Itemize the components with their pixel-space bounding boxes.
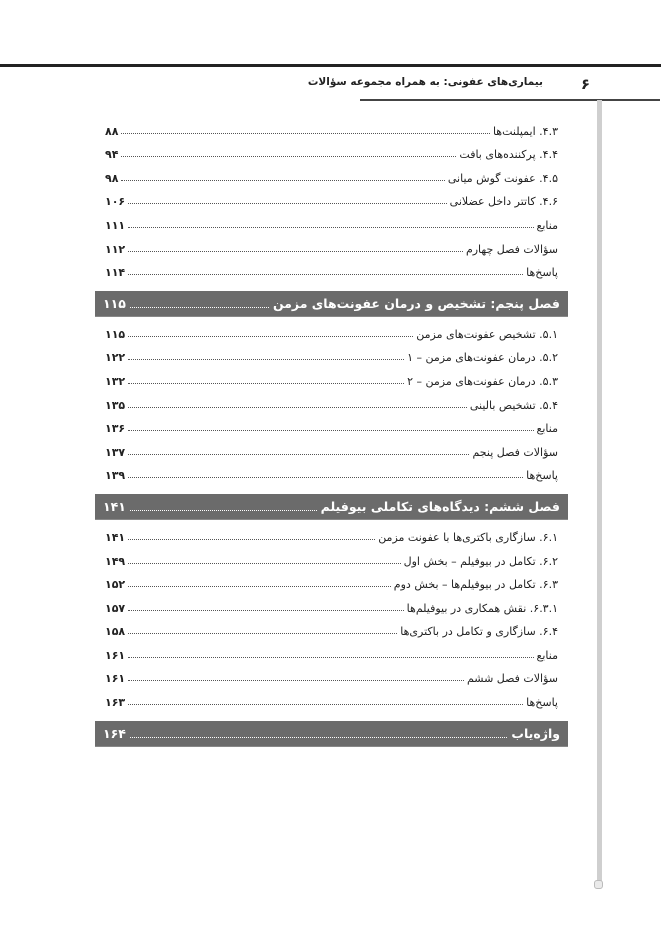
chapter-page: ۱۴۱ <box>103 499 126 515</box>
toc-entry-title: ۴.۳. ایمپلنت‌ها <box>492 124 558 138</box>
dot-leader <box>121 180 444 181</box>
dot-leader <box>130 737 508 738</box>
toc-group-chapter6 <box>95 520 568 715</box>
toc-entry-page: ۱۵۲ <box>105 578 126 592</box>
toc-entry-page: ۱۰۶ <box>105 195 126 209</box>
dot-leader <box>128 454 469 455</box>
toc-entry-title: ۶.۳. تکامل در بیوفیلم‌ها – بخش دوم <box>393 578 558 592</box>
chapter-title: فصل ششم: دیدگاه‌های تکاملی بیوفیلم <box>320 499 560 515</box>
toc-entry-title: ۴.۴. پرکننده‌های بافت <box>459 148 558 162</box>
toc-entry-title: منابع <box>536 422 558 436</box>
glossary-page: ۱۶۴ <box>103 726 126 742</box>
toc-entry-title: ۶.۱. سازگاری باکتری‌ها با عفونت مزمن <box>378 530 558 544</box>
dot-leader <box>128 704 523 705</box>
toc-entry-title: ۴.۶. کاتتر داخل عضلانی <box>449 195 558 209</box>
toc-entry-page: ۱۳۵ <box>105 398 126 412</box>
side-bar <box>597 100 602 885</box>
toc-entry-title: ۶.۴. سازگاری و تکامل در باکتری‌ها <box>400 625 558 639</box>
toc-entry[interactable] <box>95 185 568 209</box>
page-number: ۶ <box>580 75 590 93</box>
toc-group-chapter4 <box>95 114 568 285</box>
glossary-underline <box>95 746 568 747</box>
toc-entry[interactable] <box>95 544 568 568</box>
dot-leader <box>130 307 269 308</box>
toc-entry-page: ۸۸ <box>105 124 119 138</box>
dot-leader <box>128 251 463 252</box>
toc-entry-page: ۱۶۱ <box>105 672 126 686</box>
dot-leader <box>128 383 404 384</box>
dot-leader <box>128 430 533 431</box>
chapter-5-heading[interactable] <box>95 291 568 316</box>
toc-entry-page: ۱۳۹ <box>105 469 126 483</box>
dot-leader <box>128 539 375 540</box>
running-title: بیماری‌های عفونی: به همراه مجموعه سؤالات <box>307 76 543 88</box>
toc-entry-title: سؤالات فصل پنجم <box>472 445 558 459</box>
dot-leader <box>128 477 523 478</box>
toc-entry-page: ۱۲۲ <box>105 351 126 365</box>
dot-leader <box>128 227 533 228</box>
toc-entry-title: پاسخ‌ها <box>526 266 558 280</box>
dot-leader <box>128 359 404 360</box>
toc-entry-title: منابع <box>536 218 558 232</box>
toc-entry[interactable] <box>95 317 568 341</box>
toc-entry[interactable] <box>95 208 568 232</box>
dot-leader <box>128 680 464 681</box>
dot-leader <box>121 133 490 134</box>
toc-entry[interactable] <box>95 232 568 256</box>
dot-leader <box>128 633 397 634</box>
toc-entry-page: ۱۳۷ <box>105 445 126 459</box>
toc-entry-page: ۱۱۱ <box>105 218 126 232</box>
table-of-contents <box>95 114 568 747</box>
chapter-page: ۱۱۵ <box>103 296 126 312</box>
toc-entry[interactable] <box>95 662 568 686</box>
toc-entry-title: پاسخ‌ها <box>526 696 558 710</box>
toc-entry[interactable] <box>95 256 568 280</box>
chapter-title: فصل پنجم: تشخیص و درمان عفونت‌های مزمن <box>272 296 560 312</box>
toc-entry[interactable] <box>95 520 568 544</box>
toc-entry-page: ۹۸ <box>105 171 119 185</box>
toc-entry-page: ۱۳۲ <box>105 374 126 388</box>
toc-entry[interactable] <box>95 615 568 639</box>
toc-entry-title: سؤالات فصل ششم <box>466 672 558 686</box>
toc-entry-page: ۱۱۲ <box>105 242 126 256</box>
dot-leader <box>128 563 400 564</box>
top-rule <box>0 64 661 67</box>
dot-leader <box>128 657 533 658</box>
side-bar-knob <box>594 880 603 889</box>
toc-entry[interactable] <box>95 341 568 365</box>
toc-entry[interactable] <box>95 591 568 615</box>
toc-entry-page: ۱۴۱ <box>105 530 126 544</box>
toc-entry-page: ۱۱۵ <box>105 327 126 341</box>
header-underline <box>360 99 660 101</box>
dot-leader <box>128 610 404 611</box>
chapter-6-heading[interactable] <box>95 494 568 519</box>
dot-leader <box>128 407 467 408</box>
glossary-title: واژه‌یاب <box>511 726 560 742</box>
toc-entry-title: پاسخ‌ها <box>526 469 558 483</box>
dot-leader <box>128 586 391 587</box>
toc-entry-title: ۵.۲. درمان عفونت‌های مزمن – ۱ <box>407 351 558 365</box>
glossary-heading[interactable] <box>95 721 568 746</box>
toc-entry[interactable] <box>95 568 568 592</box>
dot-leader <box>128 203 447 204</box>
toc-entry[interactable] <box>95 161 568 185</box>
dot-leader <box>130 510 317 511</box>
toc-entry-page: ۱۶۳ <box>105 696 126 710</box>
toc-entry[interactable] <box>95 114 568 138</box>
toc-entry-title: ۵.۱. تشخیص عفونت‌های مزمن <box>416 327 558 341</box>
toc-entry-page: ۹۴ <box>105 148 119 162</box>
toc-entry[interactable] <box>95 435 568 459</box>
toc-entry[interactable] <box>95 138 568 162</box>
toc-entry-title: ۶.۲. تکامل در بیوفیلم – بخش اول <box>403 554 558 568</box>
toc-entry-page: ۱۴۹ <box>105 554 126 568</box>
toc-entry-page: ۱۱۴ <box>105 266 126 280</box>
toc-entry-page: ۱۵۷ <box>105 601 126 615</box>
toc-entry[interactable] <box>95 364 568 388</box>
toc-entry[interactable] <box>95 638 568 662</box>
toc-entry-title: منابع <box>536 648 558 662</box>
toc-entry[interactable] <box>95 685 568 709</box>
toc-entry-title: ۵.۴. تشخیص بالینی <box>469 398 558 412</box>
toc-group-chapter5 <box>95 317 568 488</box>
toc-entry-page: ۱۶۱ <box>105 648 126 662</box>
toc-entry[interactable] <box>95 459 568 483</box>
toc-entry-title: ۶.۳.۱. نقش همکاری در بیوفیلم‌ها <box>406 601 558 615</box>
dot-leader <box>121 156 456 157</box>
toc-entry-title: ۴.۵. عفونت گوش میانی <box>447 171 558 185</box>
toc-entry[interactable] <box>95 388 568 412</box>
toc-entry[interactable] <box>95 412 568 436</box>
dot-leader <box>128 274 523 275</box>
toc-entry-title: سؤالات فصل چهارم <box>465 242 558 256</box>
toc-entry-page: ۱۵۸ <box>105 625 126 639</box>
toc-entry-page: ۱۳۶ <box>105 422 126 436</box>
toc-entry-title: ۵.۳. درمان عفونت‌های مزمن – ۲ <box>407 374 558 388</box>
page-header <box>307 72 660 96</box>
dot-leader <box>128 336 413 337</box>
